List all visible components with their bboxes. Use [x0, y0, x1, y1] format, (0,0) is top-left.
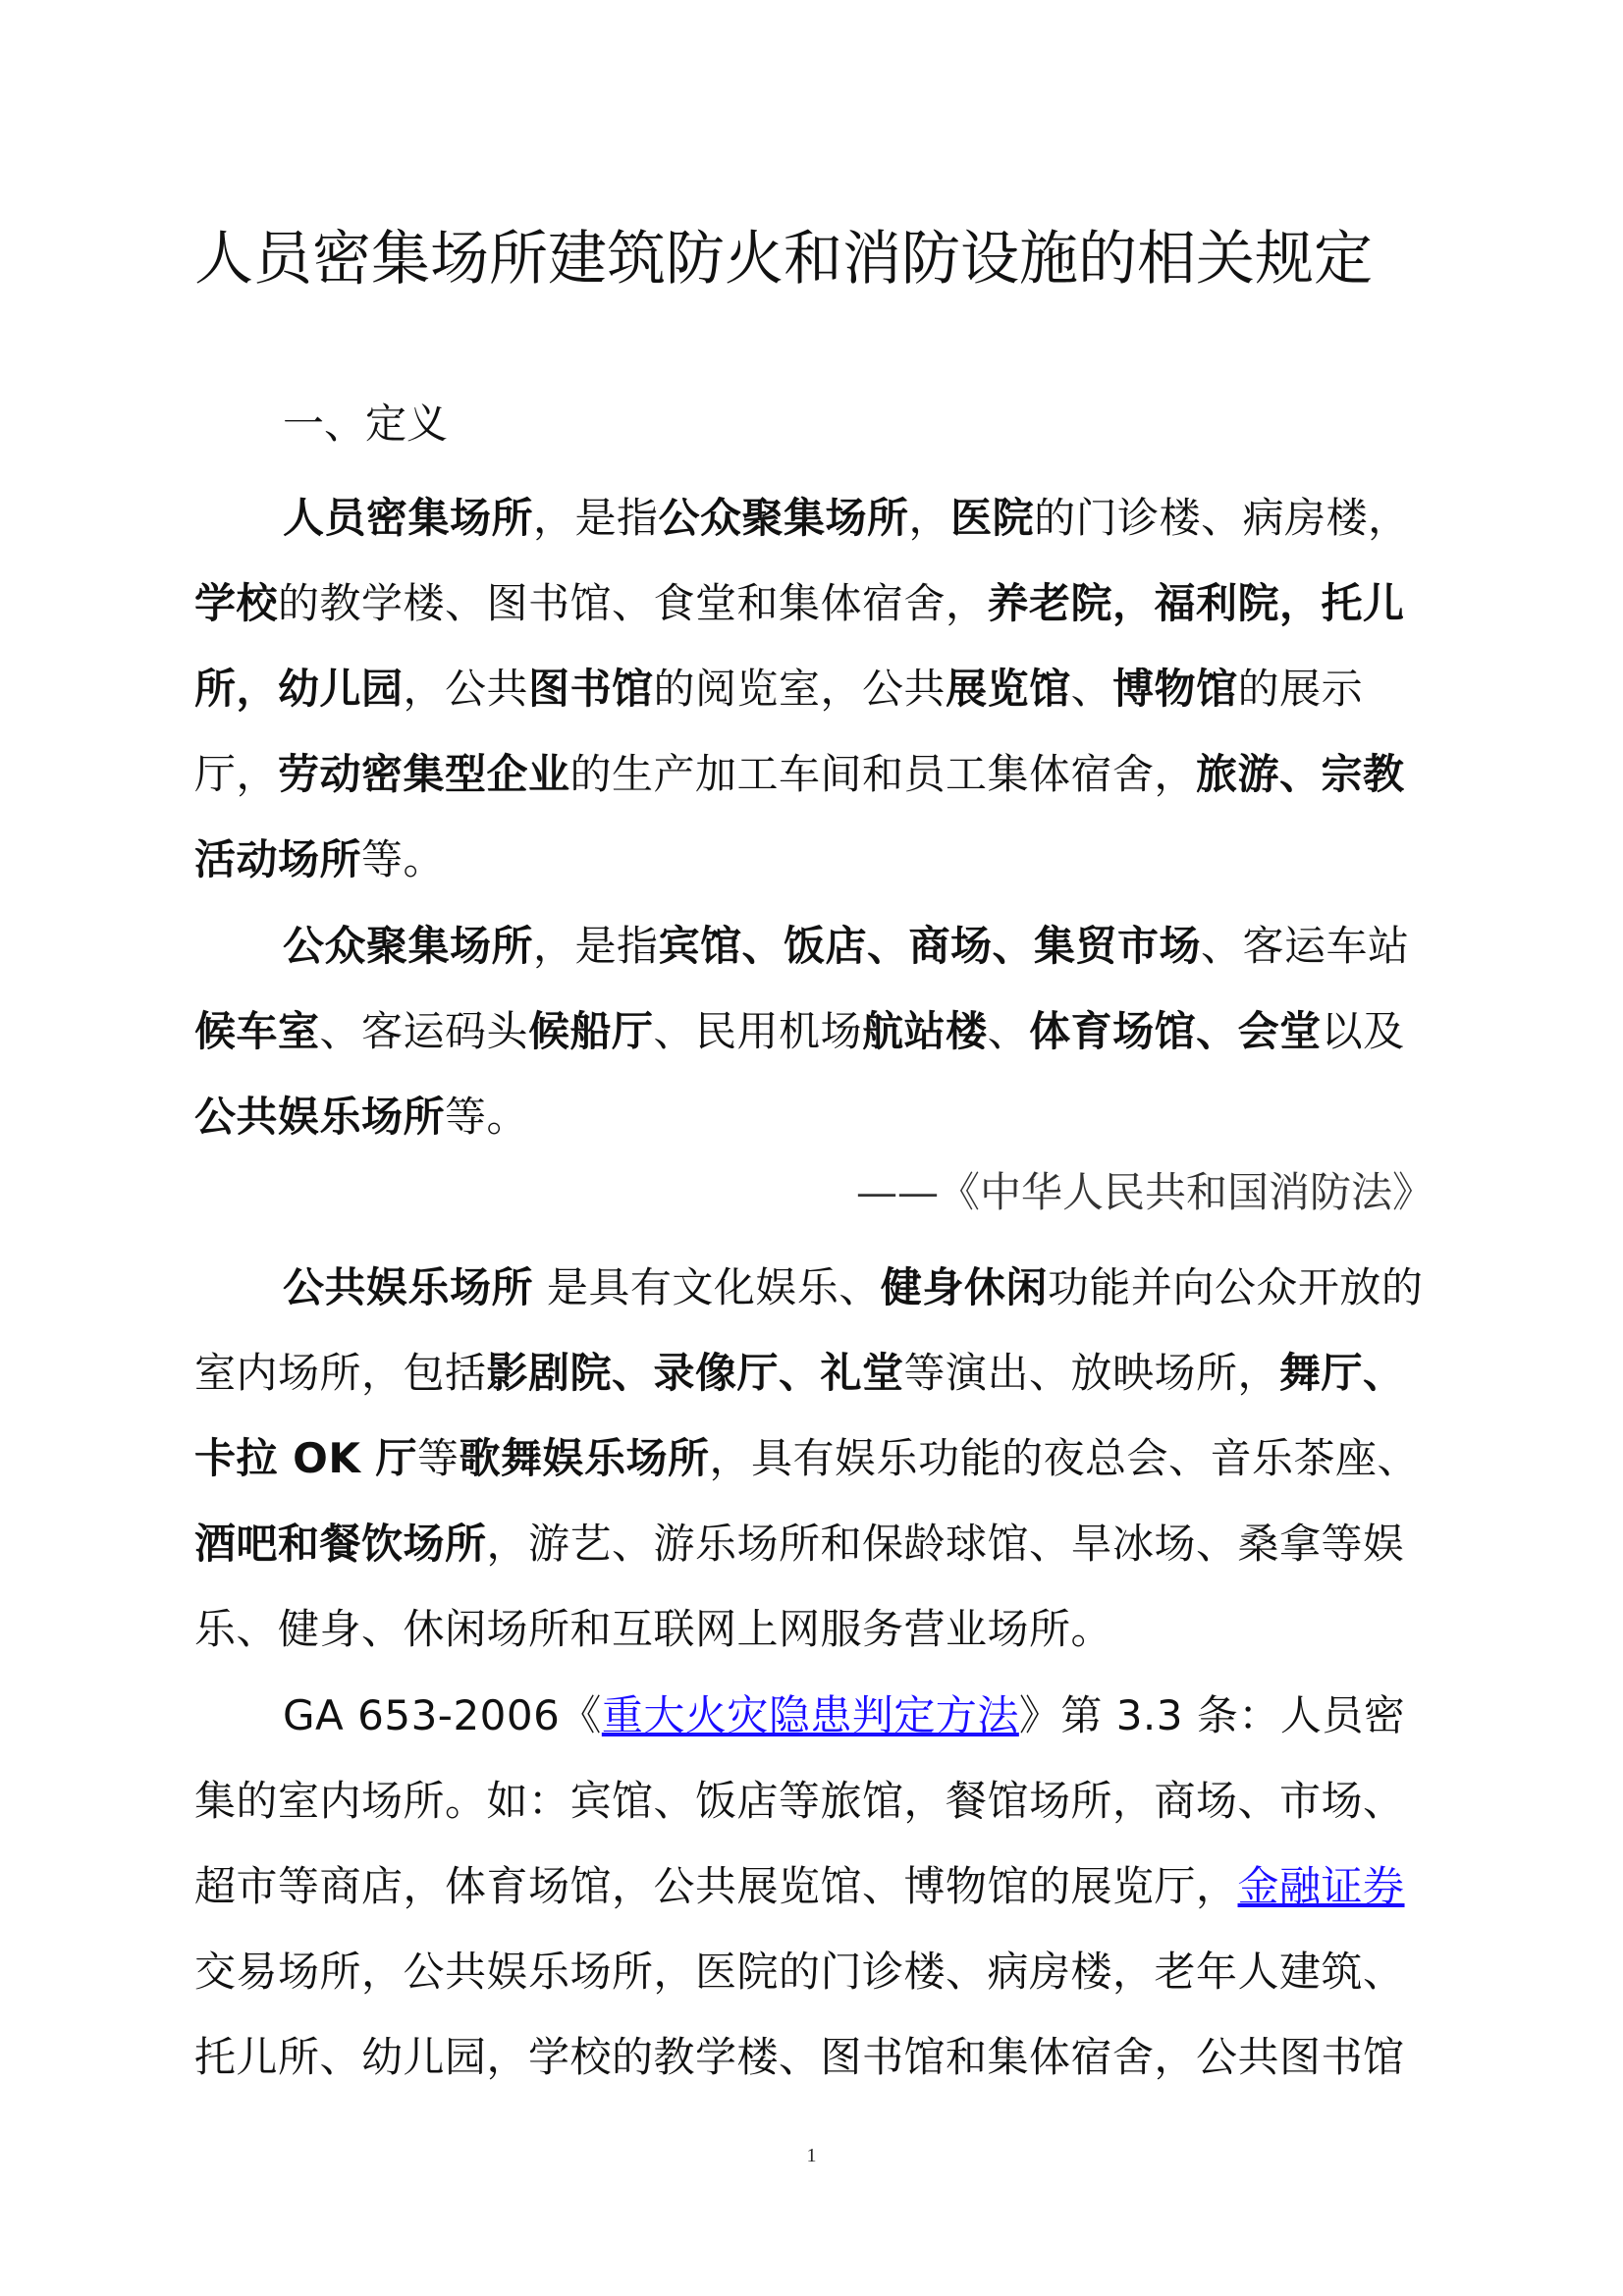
- paragraph-text: 、民用机场: [653, 1007, 863, 1055]
- paragraph-text: ，公共: [403, 665, 529, 713]
- bold-term: 体育场馆、会堂: [1029, 1007, 1322, 1055]
- paragraph-text: ，具有娱乐功能的夜总会、音乐茶座、: [709, 1434, 1420, 1482]
- section-heading: 一、定义: [283, 400, 449, 448]
- paragraph-text: ，: [908, 494, 951, 542]
- bold-term: 公共娱乐场所: [194, 1093, 446, 1141]
- bold-term: 展览馆: [946, 665, 1071, 713]
- bold-term: 图书馆: [528, 665, 654, 713]
- standard-reference-paragraph: [194, 1673, 1434, 2100]
- paragraph-text: 交易场所，公共娱乐场所，医院的门诊楼、病房楼，老年人建筑、托儿所、幼儿园，学校的教学楼、图书馆和集体宿舍，公共图书馆: [194, 1948, 1405, 2081]
- bold-term: 博物馆: [1112, 665, 1238, 713]
- definition-paragraph-public-gathering: [194, 903, 1434, 1159]
- paragraph-text: ，是指: [533, 494, 659, 542]
- paragraph-text: 、: [987, 1007, 1030, 1055]
- bold-term: 学校: [194, 579, 279, 627]
- paragraph-text: ，游艺、游乐场所和保龄球馆、旱冰场、桑拿等娱乐、健身、休闲场所和互联网上网服务营业场所。: [194, 1520, 1405, 1653]
- bold-term: 歌舞娱乐场所: [459, 1434, 710, 1482]
- paragraph-text: 、客运车站: [1201, 922, 1410, 970]
- paragraph-text: 等演出、放映场所，: [903, 1349, 1280, 1397]
- paragraph-text: 等。: [361, 835, 446, 883]
- paragraph-text: 是具有文化娱乐、: [533, 1263, 881, 1311]
- bold-term: 公共娱乐场所: [283, 1263, 534, 1311]
- bold-term: 宾馆、饭店、商场、集贸市场: [658, 922, 1202, 970]
- bold-term: 劳动密集型企业: [278, 750, 570, 798]
- paragraph-text: 的展示厅，: [194, 665, 1364, 798]
- paragraph-text: ，是指: [533, 922, 659, 970]
- bold-term: 舞厅、卡拉 OK 厅: [194, 1349, 1405, 1482]
- source-citation: ——《中华人民共和国消防法》: [855, 1168, 1434, 1216]
- bold-term: 公众聚集场所: [658, 494, 909, 542]
- bold-term: 影剧院、录像厅、礼堂: [486, 1349, 904, 1397]
- link-fire-hazard-method[interactable]: 重大火灾隐患判定方法: [601, 1691, 1019, 1739]
- definition-paragraph-entertainment: [194, 1245, 1434, 1672]
- bold-term: 公众聚集场所: [283, 922, 534, 970]
- paragraph-text: GA 653-2006《: [283, 1691, 602, 1739]
- bold-term: 候船厅: [528, 1007, 654, 1055]
- bold-term: 酒吧和餐饮场所: [194, 1520, 487, 1568]
- paragraph-text: 以及: [1321, 1007, 1405, 1055]
- bold-term: 养老院，福利院，托儿所，幼儿园: [194, 579, 1405, 713]
- paragraph-text: 的门诊楼、病房楼，: [1034, 494, 1410, 542]
- bold-term: 旅游、宗教活动场所: [194, 750, 1405, 883]
- document-title: 人员密集场所建筑防火和消防设施的相关规定: [194, 225, 1373, 294]
- paragraph-text: 的阅览室，公共: [653, 665, 947, 713]
- page-number: 1: [806, 2145, 817, 2166]
- paragraph-text: 功能并向公众开放的室内场所，包括: [194, 1263, 1424, 1397]
- link-financial-securities[interactable]: 金融证券: [1237, 1862, 1405, 1910]
- paragraph-text: 等: [417, 1434, 460, 1482]
- paragraph-text: 等。: [445, 1093, 529, 1141]
- bold-term: 航站楼: [862, 1007, 988, 1055]
- bold-term: 候车室: [194, 1007, 320, 1055]
- definition-paragraph-crowded-places: [194, 475, 1434, 902]
- bold-term: 健身休闲: [880, 1263, 1048, 1311]
- bold-term: 医院: [950, 494, 1035, 542]
- bold-term: 人员密集场所: [283, 494, 534, 542]
- paragraph-text: 、: [1070, 665, 1113, 713]
- paragraph-text: 的教学楼、图书馆、食堂和集体宿舍，: [278, 579, 988, 627]
- paragraph-text: 、客运码头: [319, 1007, 529, 1055]
- paragraph-text: 的生产加工车间和员工集体宿舍，: [569, 750, 1197, 798]
- paragraph-text: 》第 3.3 条：人员密集的室内场所。如：宾馆、饭店等旅馆，餐馆场所，商场、市场、超市等商店，体育场馆，公共展览馆、博物馆的展览厅，: [194, 1691, 1406, 1910]
